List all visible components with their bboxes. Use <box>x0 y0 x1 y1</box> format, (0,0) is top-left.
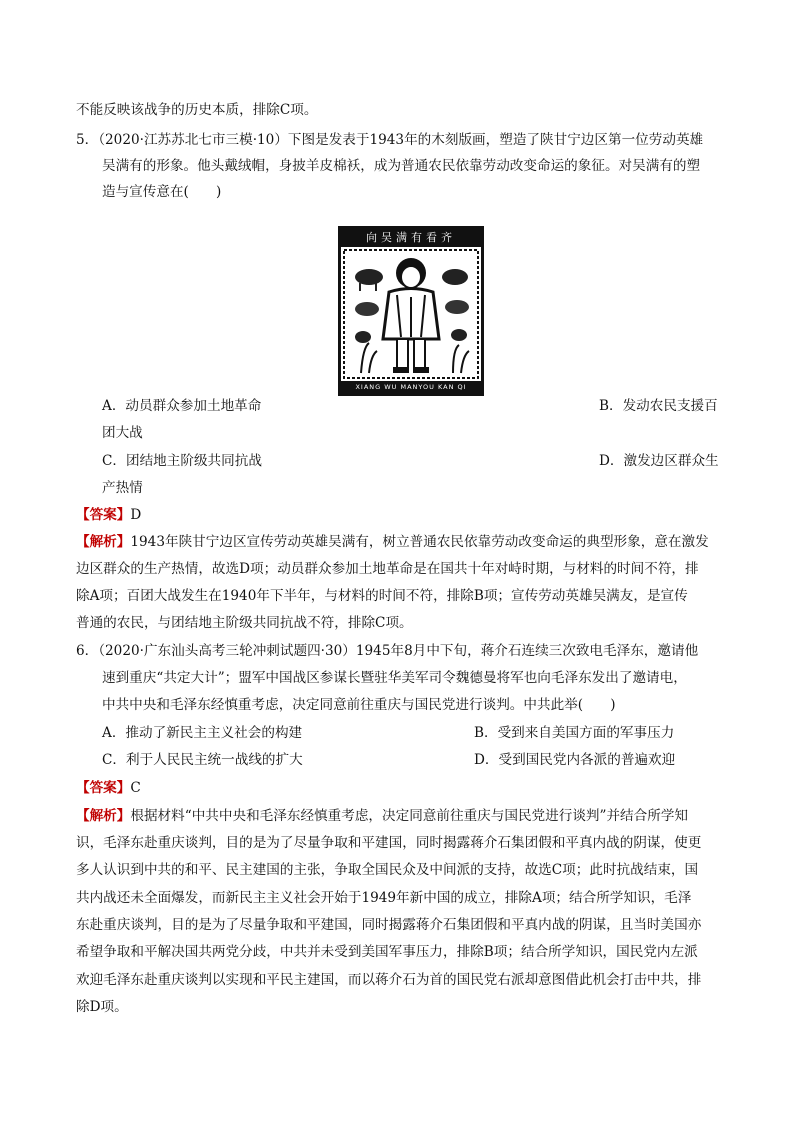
answer-line <box>76 779 141 797</box>
option-text: 团大战 <box>102 425 143 441</box>
option-text: D．激发边区群众生 <box>599 453 719 469</box>
analysis-line: 希望争取和平解决国共两党分歧，中共并未受到美国军事压力，排除B项；结合所学知识，国民党内左派 <box>76 944 698 960</box>
option-text: B．发动农民支援百 <box>599 398 718 414</box>
option-text: C．团结地主阶级共同抗战 <box>102 453 262 469</box>
text-line: 6．（2020·广东汕头高考三轮冲刺试题四·30）1945年8月中下旬，蒋介石连续三次致电毛泽东，邀请他 <box>76 643 699 659</box>
analysis-line: 识，毛泽东赴重庆谈判，目的是为了尽量争取和平建国，同时揭露蒋介石集团假和平真内战的阴谋，使更 <box>76 835 702 851</box>
analysis-line <box>76 807 688 825</box>
analysis-line: 除A项；百团大战发生在1940年下半年，与材料的时间不符，排除B项；宣传劳动英雄吴满友，是宣传 <box>76 588 688 604</box>
analysis-line: 东赴重庆谈判，目的是为了尽量争取和平建国，同时揭露蒋介石集团假和平真内战的阴谋，且当时美国亦 <box>76 917 702 933</box>
text-line: 中共中央和毛泽东经慎重考虑，决定同意前往重庆与国民党进行谈判。中共此举( ) <box>102 697 616 713</box>
analysis-line: 多人认识到中共的和平、民主建国的主张，争取全国民众及中间派的支持，故选C项；此时抗战结束，国 <box>76 862 699 878</box>
option-text: C．利于人民民主统一战线的扩大 <box>102 752 303 768</box>
label-content: D <box>130 507 142 523</box>
option-text: A．推动了新民主主义社会的构建 <box>102 725 303 741</box>
text-line: 速到重庆“共定大计”；盟军中国战区参谋长暨驻华美军司令魏德曼将军也向毛泽东发出了邀请电， <box>102 670 687 686</box>
analysis-line: 除D项。 <box>76 999 128 1015</box>
figure-caption: XIANG WU MANYOU KAN QI <box>341 381 481 393</box>
text-line: 5．（2020·江苏苏北七市三模·10）下图是发表于1943年的木刻版画，塑造了陕甘宁边区第一位劳动英雄 <box>76 132 704 148</box>
label-content: 1943年陕甘宁边区宣传劳动英雄吴满有，树立普通农民依靠劳动改变命运的典型形象，意在激发 <box>130 534 709 550</box>
text-line: 吴满有的形象。他头戴绒帽，身披羊皮棉袄，成为普通农民依靠劳动改变命运的象征。对吴满有的塑 <box>102 158 701 174</box>
figure-title: 向吴满有看齐 <box>341 229 481 247</box>
text-line: 造与宣传意在( ) <box>102 184 222 200</box>
label: 【答案】 <box>76 507 131 523</box>
analysis-line: 共内战还未全面爆发，而新民主主义社会开始于1949年新中国的成立，排除A项；结合所学知识，毛泽 <box>76 890 692 906</box>
option-text: A．动员群众参加土地革命 <box>102 398 262 414</box>
label: 【解析】 <box>76 534 131 550</box>
option-text: 产热情 <box>102 480 143 496</box>
farmer-illustration <box>341 247 481 381</box>
analysis-line: 欢迎毛泽东赴重庆谈判以实现和平民主建国，而以蒋介石为首的国民党右派却意图借此机会打击中共，排 <box>76 972 702 988</box>
option-text: D．受到国民党内各派的普遍欢迎 <box>474 752 676 768</box>
text-line: 不能反映该战争的历史本质，排除C项。 <box>76 102 318 118</box>
analysis-line: 普通的农民，与团结地主阶级共同抗战不符，排除C项。 <box>76 615 413 631</box>
option-text: B．受到来自美国方面的军事压力 <box>474 725 675 741</box>
label: 【解析】 <box>76 808 131 824</box>
answer-line <box>76 506 141 524</box>
label-content: C <box>130 780 141 796</box>
woodcut-figure <box>338 226 484 396</box>
label: 【答案】 <box>76 780 131 796</box>
label-content: 根据材料“中共中央和毛泽东经慎重考虑，决定同意前往重庆与国民党进行谈判”并结合所学知 <box>130 808 689 824</box>
analysis-line <box>76 533 709 551</box>
analysis-line: 边区群众的生产热情，故选D项；动员群众参加土地革命是在国共十年对峙时期，与材料的时间不符，排 <box>76 561 699 577</box>
